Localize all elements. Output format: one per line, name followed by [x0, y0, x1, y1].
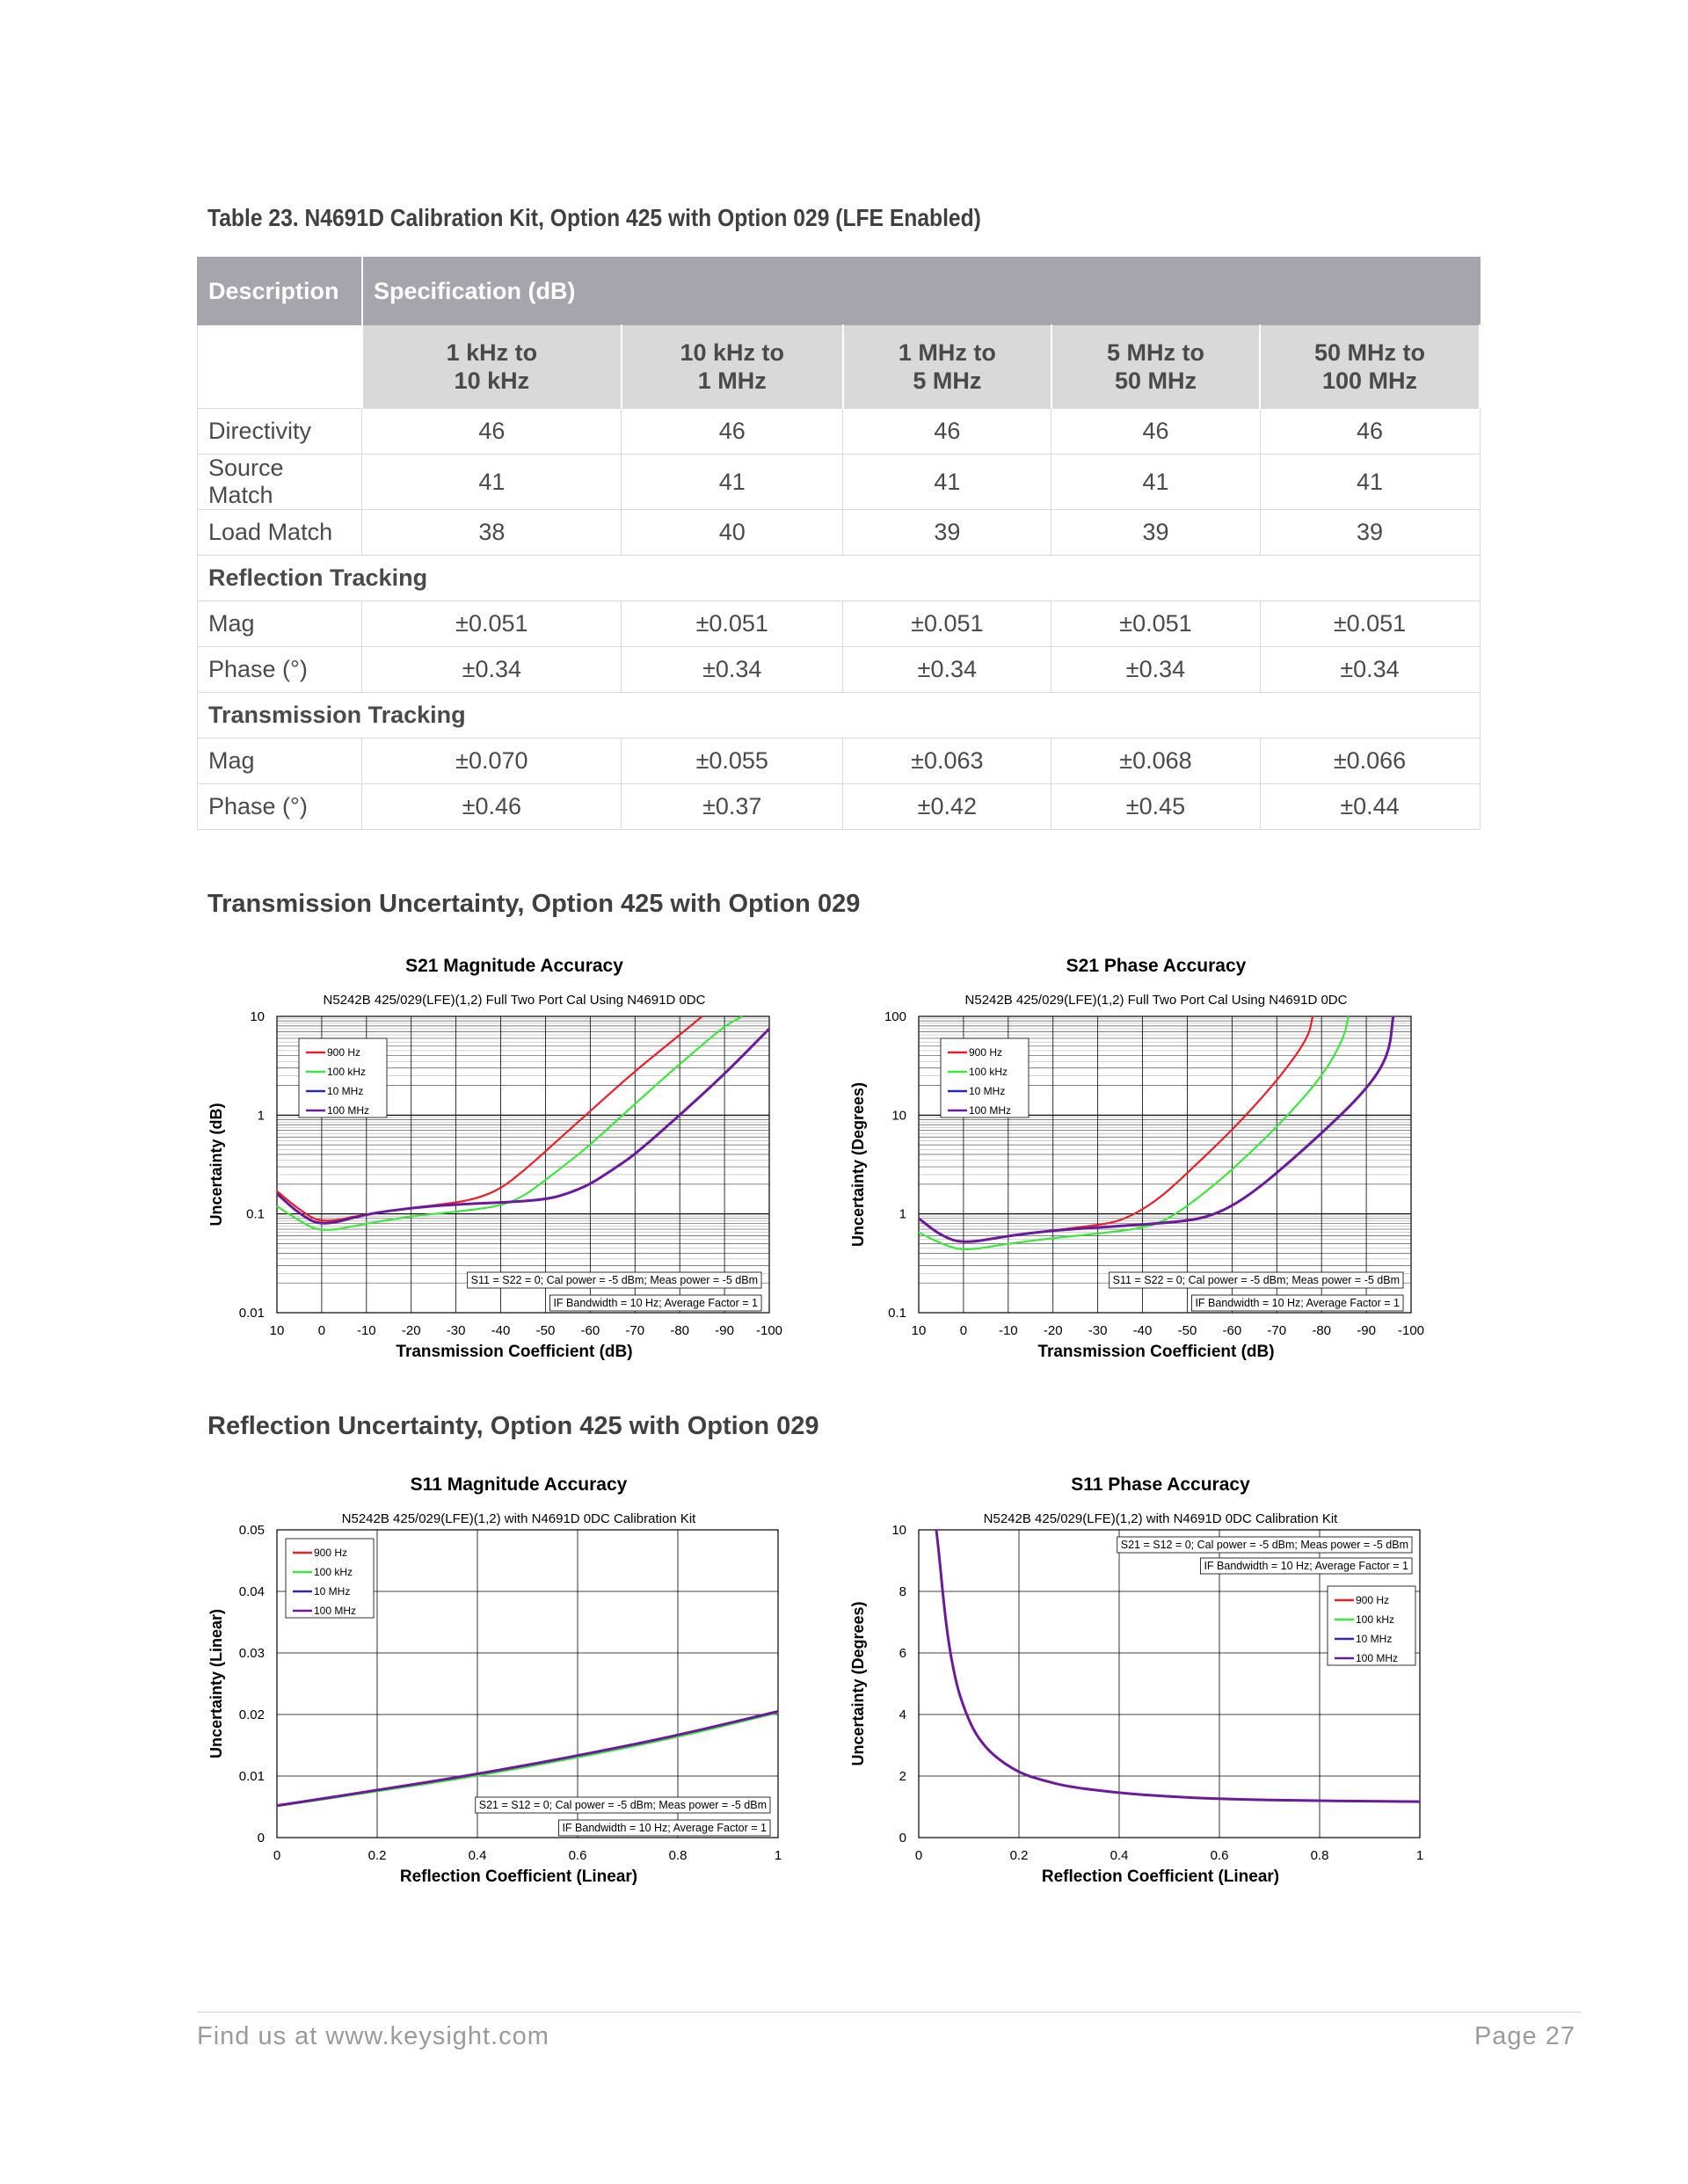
- annotation-text: IF Bandwidth = 10 Hz; Average Factor = 1: [1204, 1560, 1408, 1572]
- chart-annotation: [1117, 1537, 1412, 1553]
- y-axis-label: Uncertainty (Linear): [207, 1608, 225, 1759]
- legend-entry: 100 kHz: [327, 1066, 367, 1078]
- band-header-blank: [198, 325, 362, 409]
- row-value: 41: [622, 455, 843, 510]
- y-tick-label: 0: [899, 1831, 906, 1845]
- x-tick-label: 0.8: [1310, 1848, 1329, 1863]
- x-tick-label: -40: [491, 1323, 511, 1338]
- row-value: ±0.051: [843, 601, 1051, 647]
- annotation-text: IF Bandwidth = 10 Hz; Average Factor = 1: [562, 1822, 767, 1834]
- x-tick-label: -40: [1132, 1323, 1153, 1338]
- x-axis-label: Transmission Coefficient (dB): [1037, 1343, 1275, 1361]
- row-label: Mag: [198, 739, 362, 784]
- chart-subtitle: N5242B 425/029(LFE)(1,2) Full Two Port Cal Using N4691D 0DC: [323, 993, 706, 1008]
- y-tick-label: 4: [899, 1707, 906, 1722]
- row-value: ±0.051: [1051, 601, 1260, 647]
- x-tick-label: 0: [317, 1323, 326, 1338]
- legend-entry: 100 MHz: [969, 1104, 1012, 1117]
- x-tick-label: -70: [1267, 1323, 1287, 1338]
- x-tick-label: 0: [914, 1848, 923, 1863]
- legend-entry: 900 Hz: [327, 1046, 361, 1059]
- legend-entry: 100 kHz: [314, 1566, 353, 1578]
- x-tick-label: 0.2: [1009, 1848, 1029, 1863]
- y-tick-label: 10: [891, 1108, 906, 1124]
- table-row: [198, 409, 1481, 455]
- y-tick-label: 6: [899, 1646, 906, 1661]
- x-tick-label: 0.2: [367, 1848, 387, 1863]
- y-tick-label: 0.04: [238, 1584, 265, 1599]
- row-value: ±0.063: [843, 739, 1051, 784]
- chart-subtitle: N5242B 425/029(LFE)(1,2) with N4691D 0DC Calibration Kit: [341, 1511, 696, 1526]
- section-row: [198, 693, 1481, 739]
- chart-title: S11 Magnitude Accuracy: [410, 1474, 628, 1495]
- y-tick-label: 100: [884, 1009, 906, 1024]
- row-label: Source Match: [198, 455, 362, 510]
- chart-annotation: [476, 1797, 770, 1813]
- band-end: 50 MHz: [1114, 368, 1197, 394]
- band-header: [1260, 325, 1480, 409]
- table-title: Table 23. N4691D Calibration Kit, Option 425 with Option 029 (LFE Enabled): [207, 204, 981, 231]
- band-header: [622, 325, 843, 409]
- y-tick-label: 10: [250, 1009, 265, 1024]
- y-tick-label: 0.02: [238, 1707, 265, 1722]
- x-tick-label: -10: [998, 1323, 1018, 1338]
- band-end: 1 MHz: [697, 368, 767, 394]
- legend: [941, 1038, 1029, 1117]
- x-tick-label: -10: [356, 1323, 376, 1338]
- x-tick-label: 10: [269, 1323, 285, 1338]
- legend-entry: 10 MHz: [327, 1085, 364, 1097]
- chart-annotation: [1200, 1558, 1412, 1574]
- chart-title: S21 Phase Accuracy: [1066, 956, 1247, 976]
- row-value: ±0.45: [1051, 784, 1260, 830]
- s21-phase-chart: [844, 950, 1442, 1372]
- y-tick-label: 0.1: [246, 1206, 265, 1222]
- y-axis-label: Uncertainty (Degrees): [849, 1081, 867, 1248]
- annotation-text: S11 = S22 = 0; Cal power = -5 dBm; Meas power = -5 dBm: [470, 1274, 758, 1286]
- y-tick-label: 2: [899, 1769, 906, 1784]
- s11-phase-chart: [844, 1468, 1442, 1890]
- x-axis-label: Reflection Coefficient (Linear): [399, 1867, 638, 1886]
- legend-entry: 100 kHz: [1356, 1613, 1395, 1626]
- band-header-row: [198, 325, 1481, 409]
- row-value: 41: [1051, 455, 1260, 510]
- footer-page-number: Page 27: [1473, 2022, 1575, 2050]
- s11-magnitude-chart: [202, 1468, 800, 1890]
- annotation-text: IF Bandwidth = 10 Hz; Average Factor = 1: [553, 1297, 758, 1309]
- legend: [299, 1038, 387, 1117]
- y-tick-label: 10: [891, 1523, 906, 1538]
- x-tick-label: 0: [273, 1848, 281, 1863]
- y-axis-label: Uncertainty (dB): [207, 1103, 225, 1227]
- x-tick-label: -30: [446, 1323, 466, 1338]
- band-end: 100 MHz: [1321, 368, 1418, 394]
- row-label: Load Match: [198, 510, 362, 556]
- x-axis-label: Transmission Coefficient (dB): [396, 1343, 633, 1361]
- legend-entry: 100 MHz: [327, 1104, 370, 1117]
- y-tick-label: 0.01: [238, 1769, 265, 1784]
- x-tick-label: 0.6: [568, 1848, 587, 1863]
- row-value: 39: [1260, 510, 1480, 556]
- row-value: ±0.34: [1051, 647, 1260, 693]
- footer-divider: [197, 2012, 1581, 2013]
- x-axis-label: Reflection Coefficient (Linear): [1041, 1867, 1280, 1886]
- row-value: 46: [1051, 409, 1260, 455]
- table-row: [198, 510, 1481, 556]
- row-value: ±0.066: [1260, 739, 1480, 784]
- row-value: ±0.055: [622, 739, 843, 784]
- x-tick-label: -90: [1357, 1323, 1376, 1338]
- row-value: ±0.34: [843, 647, 1051, 693]
- table-row: [198, 601, 1481, 647]
- legend-entry: 10 MHz: [969, 1085, 1006, 1097]
- row-value: ±0.34: [362, 647, 622, 693]
- row-value: 39: [843, 510, 1051, 556]
- band-header: [362, 325, 622, 409]
- chart-title: S21 Magnitude Accuracy: [405, 956, 623, 976]
- table-row: [198, 739, 1481, 784]
- row-value: ±0.46: [362, 784, 622, 830]
- row-label: Phase (°): [198, 784, 362, 830]
- table-row: [198, 455, 1481, 510]
- x-tick-label: -100: [1397, 1323, 1425, 1338]
- plot-grid: [919, 1530, 1420, 1838]
- row-value: 46: [622, 409, 843, 455]
- x-tick-label: 0.4: [468, 1848, 487, 1863]
- y-tick-label: 8: [899, 1584, 906, 1599]
- section-row: [198, 556, 1481, 601]
- x-tick-label: -50: [1177, 1323, 1197, 1338]
- table-row: [198, 784, 1481, 830]
- chart-annotation: [1110, 1272, 1403, 1288]
- spec-table: [197, 257, 1481, 830]
- y-axis-label: Uncertainty (Degrees): [849, 1601, 867, 1766]
- x-tick-label: -60: [1222, 1323, 1242, 1338]
- table-row: [198, 647, 1481, 693]
- row-value: 41: [362, 455, 622, 510]
- x-tick-label: -70: [625, 1323, 645, 1338]
- transmission-heading: Transmission Uncertainty, Option 425 with Option 029: [207, 890, 861, 918]
- legend-entry: 100 MHz: [314, 1605, 357, 1617]
- y-tick-label: 0.1: [888, 1306, 906, 1321]
- row-value: 41: [1260, 455, 1480, 510]
- x-tick-label: 1: [774, 1848, 782, 1863]
- row-value: 46: [362, 409, 622, 455]
- annotation-text: S11 = S22 = 0; Cal power = -5 dBm; Meas power = -5 dBm: [1112, 1274, 1400, 1286]
- band-start: 10 kHz to: [680, 339, 785, 366]
- row-value: ±0.051: [362, 601, 622, 647]
- legend-entry: 900 Hz: [1356, 1594, 1390, 1606]
- header-specification: Specification (dB): [362, 258, 1480, 325]
- x-tick-label: -50: [535, 1323, 556, 1338]
- annotation-text: S21 = S12 = 0; Cal power = -5 dBm; Meas power = -5 dBm: [1120, 1539, 1408, 1551]
- y-tick-label: 0.05: [238, 1523, 265, 1538]
- x-tick-label: -20: [1043, 1323, 1063, 1338]
- row-label: Directivity: [198, 409, 362, 455]
- legend-entry: 900 Hz: [969, 1046, 1003, 1059]
- x-tick-label: -80: [1312, 1323, 1332, 1338]
- y-tick-label: 1: [899, 1206, 906, 1222]
- x-tick-label: 0.4: [1110, 1848, 1129, 1863]
- row-value: ±0.051: [1260, 601, 1480, 647]
- annotation-text: S21 = S12 = 0; Cal power = -5 dBm; Meas power = -5 dBm: [478, 1799, 767, 1811]
- s21-magnitude-chart: [202, 950, 800, 1372]
- chart-subtitle: N5242B 425/029(LFE)(1,2) Full Two Port Cal Using N4691D 0DC: [964, 993, 1348, 1008]
- x-tick-label: -20: [401, 1323, 421, 1338]
- row-label: Phase (°): [198, 647, 362, 693]
- x-tick-label: 10: [911, 1323, 927, 1338]
- chart-title: S11 Phase Accuracy: [1071, 1474, 1250, 1495]
- row-value: ±0.051: [622, 601, 843, 647]
- legend-entry: 100 kHz: [969, 1066, 1008, 1078]
- y-tick-label: 0.01: [238, 1306, 265, 1321]
- legend-entry: 10 MHz: [314, 1585, 351, 1598]
- x-tick-label: -60: [580, 1323, 600, 1338]
- row-value: ±0.068: [1051, 739, 1260, 784]
- row-value: ±0.34: [622, 647, 843, 693]
- legend-entry: 100 MHz: [1356, 1652, 1399, 1664]
- band-header: [1051, 325, 1260, 409]
- row-value: 46: [843, 409, 1051, 455]
- y-tick-label: 0: [257, 1831, 265, 1845]
- chart-annotation: [549, 1295, 761, 1311]
- x-tick-label: -80: [670, 1323, 690, 1338]
- band-start: 1 MHz to: [898, 339, 996, 366]
- x-tick-label: 0: [959, 1323, 968, 1338]
- row-label: Mag: [198, 601, 362, 647]
- table-header-row: [198, 258, 1481, 325]
- row-value: ±0.42: [843, 784, 1051, 830]
- row-value: ±0.070: [362, 739, 622, 784]
- row-value: ±0.34: [1260, 647, 1480, 693]
- x-tick-label: -30: [1088, 1323, 1108, 1338]
- x-tick-label: 1: [1415, 1848, 1424, 1863]
- legend-entry: 10 MHz: [1356, 1633, 1393, 1645]
- row-value: 38: [362, 510, 622, 556]
- x-tick-label: -90: [715, 1323, 734, 1338]
- y-tick-label: 1: [257, 1108, 265, 1124]
- band-start: 5 MHz to: [1106, 339, 1204, 366]
- band-end: 10 kHz: [454, 368, 530, 394]
- row-value: ±0.44: [1260, 784, 1480, 830]
- reflection-heading: Reflection Uncertainty, Option 425 with Option 029: [207, 1412, 819, 1440]
- band-start: 50 MHz to: [1314, 339, 1426, 366]
- legend: [1328, 1586, 1415, 1665]
- x-tick-label: 0.6: [1210, 1848, 1229, 1863]
- section-label: Transmission Tracking: [198, 693, 1481, 739]
- chart-annotation: [1191, 1295, 1403, 1311]
- chart-subtitle: N5242B 425/029(LFE)(1,2) with N4691D 0DC Calibration Kit: [983, 1511, 1338, 1526]
- y-tick-label: 0.03: [238, 1646, 265, 1661]
- section-label: Reflection Tracking: [198, 556, 1481, 601]
- band-start: 1 kHz to: [446, 339, 538, 366]
- row-value: 39: [1051, 510, 1260, 556]
- chart-annotation: [468, 1272, 761, 1288]
- row-value: 41: [843, 455, 1051, 510]
- row-value: 46: [1260, 409, 1480, 455]
- x-tick-label: -100: [755, 1323, 783, 1338]
- annotation-text: IF Bandwidth = 10 Hz; Average Factor = 1: [1195, 1297, 1400, 1309]
- band-end: 5 MHz: [913, 368, 982, 394]
- chart-annotation: [558, 1820, 770, 1836]
- x-tick-label: 0.8: [668, 1848, 688, 1863]
- header-description: Description: [198, 258, 362, 325]
- footer-website: Find us at www.keysight.com: [197, 2022, 549, 2050]
- row-value: 40: [622, 510, 843, 556]
- band-header: [843, 325, 1051, 409]
- row-value: ±0.37: [622, 784, 843, 830]
- legend: [286, 1539, 374, 1618]
- legend-entry: 900 Hz: [314, 1547, 348, 1559]
